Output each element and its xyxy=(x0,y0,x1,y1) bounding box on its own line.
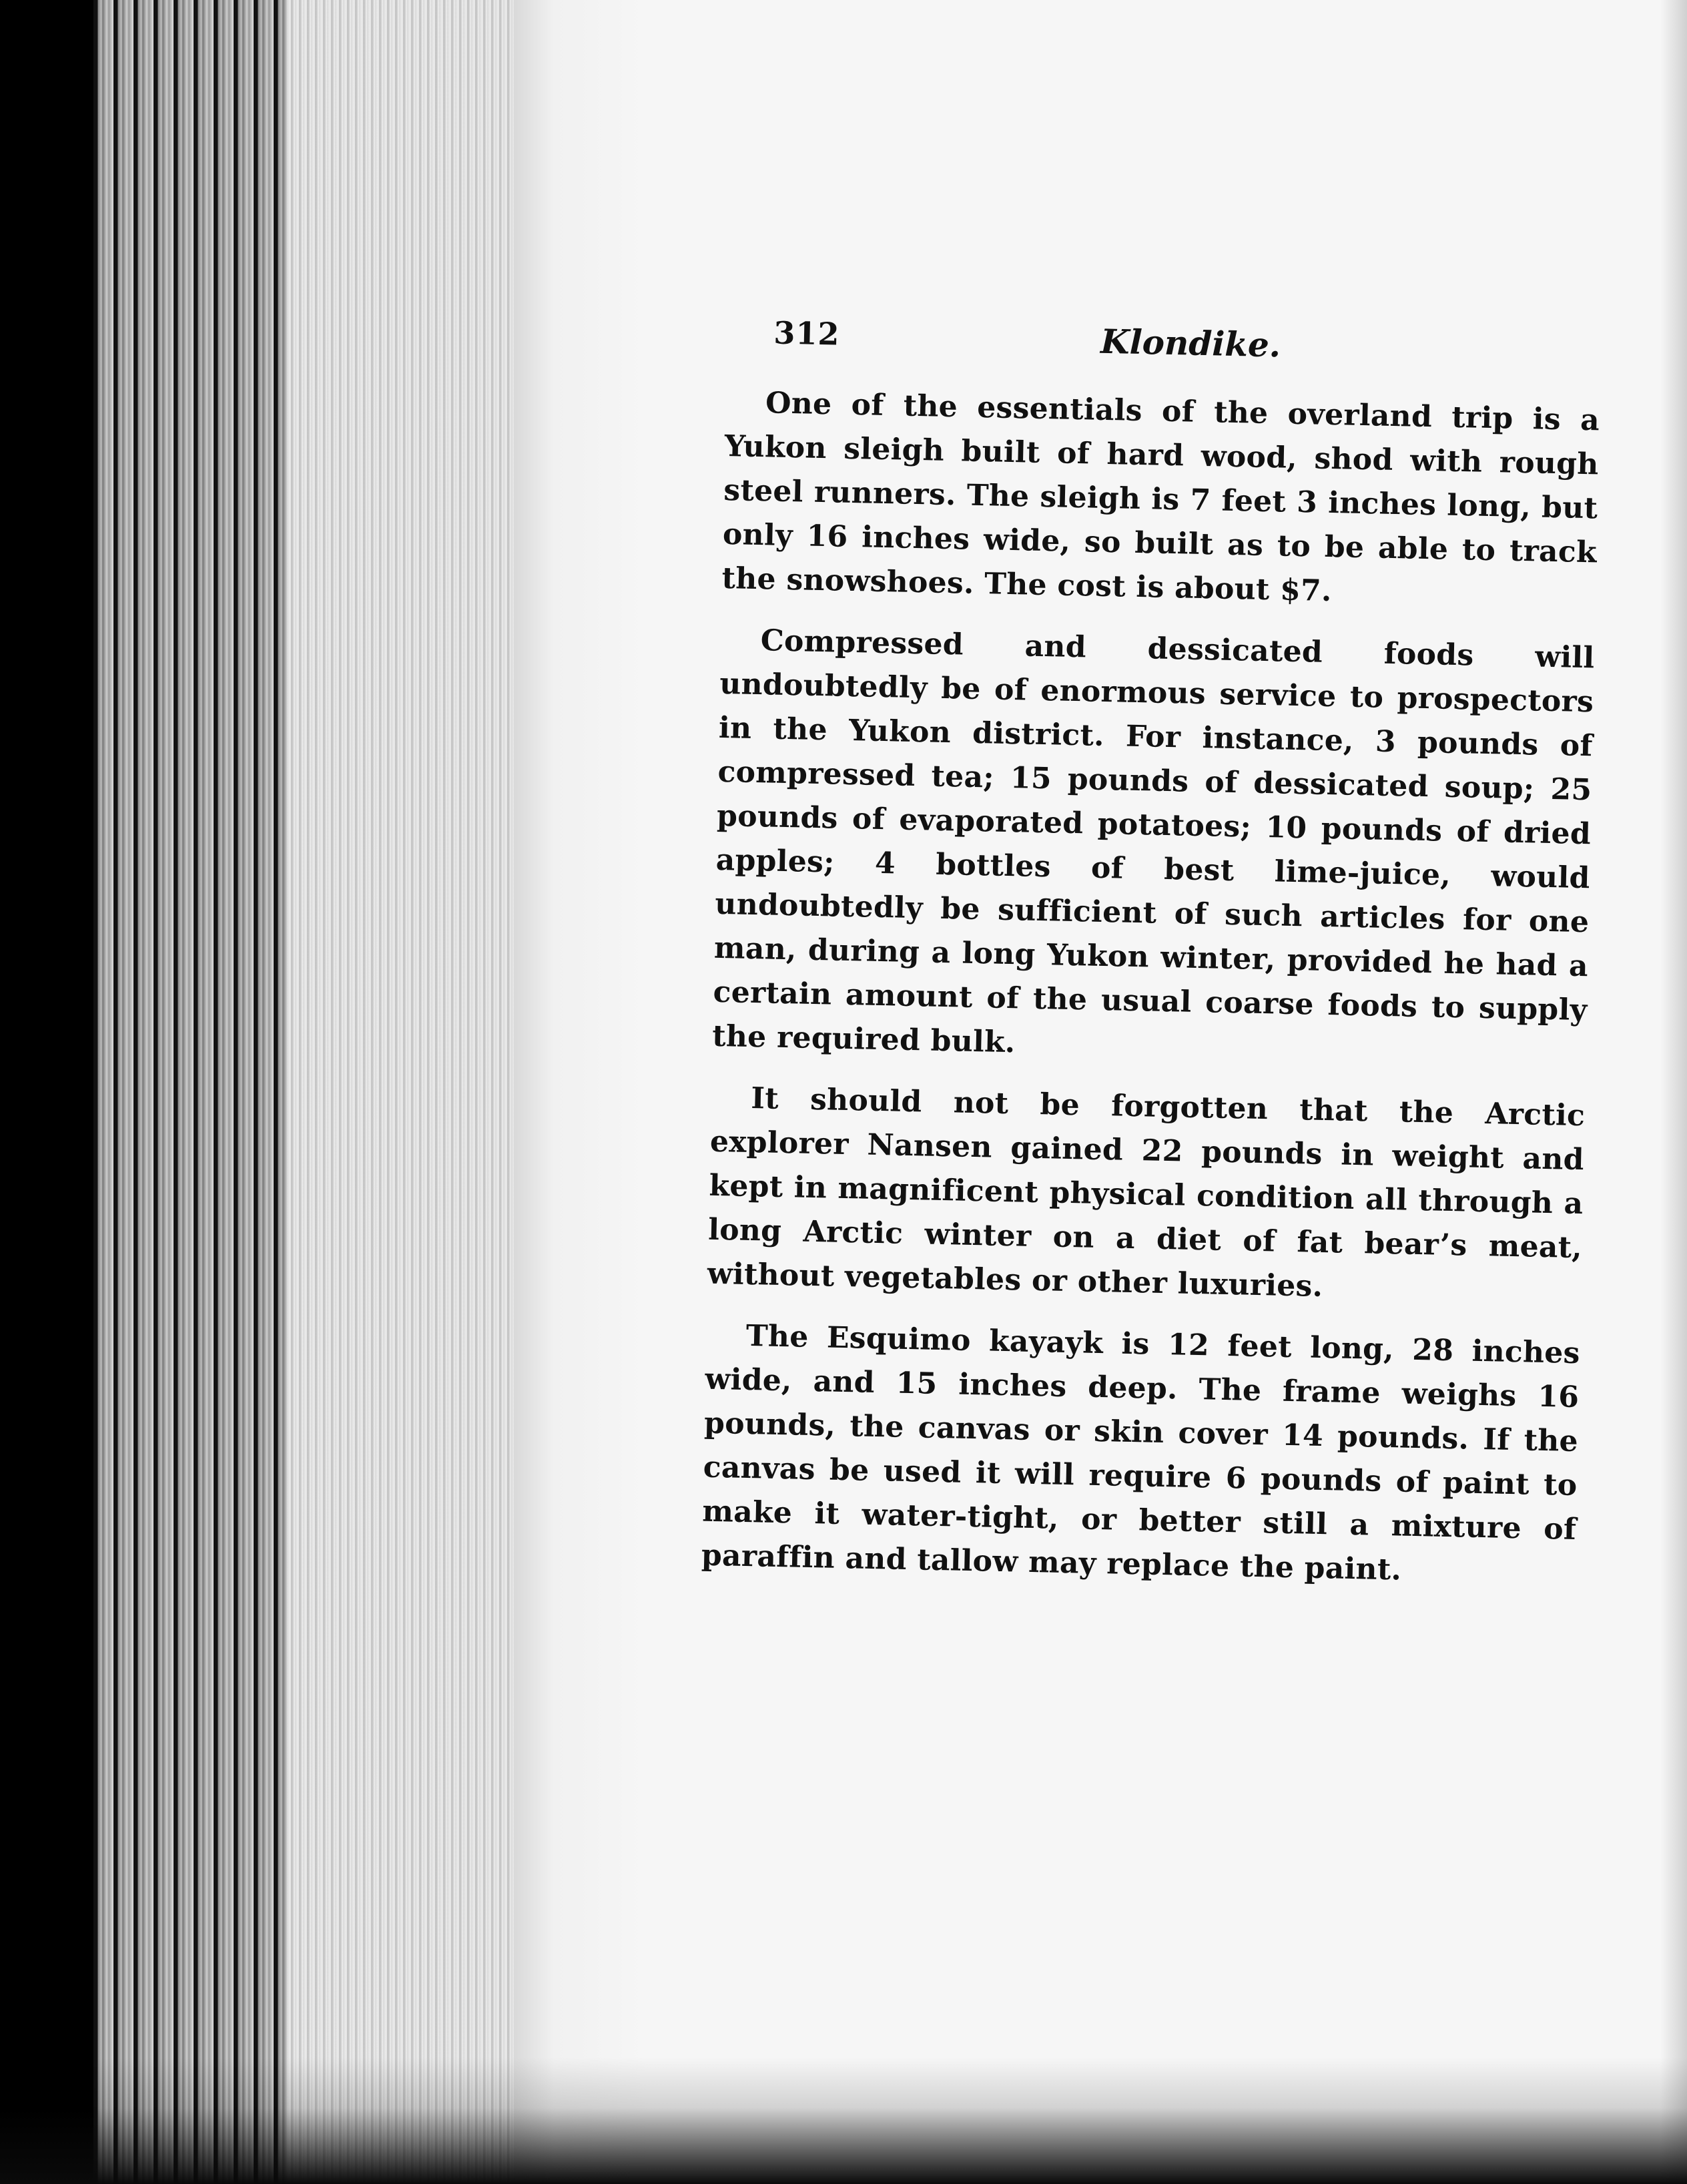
page-text-block xyxy=(701,314,1602,1613)
page-number: 312 xyxy=(773,314,840,352)
paragraph-kayak: The Esquimo kayayk is 12 feet long, 28 inches wide, and 15 inches deep. The frame weighs 16 pounds, the canvas or skin cover 14 pounds. If the canvas be used it will require 6 pounds of paint to make it water-tight, or better still a mixture of paraffin and tallow may replace the paint. xyxy=(701,1318,1581,1587)
paragraph-nansen: It should not be forgotten that the Arctic explorer Nansen gained 22 pounds in weight and kept in magnificent physical condition all through a long Arctic winter on a diet of fat bear’s meat, without vegetables or other luxuries. xyxy=(707,1081,1586,1304)
page-right-edge xyxy=(1660,0,1687,2184)
bottom-shadow xyxy=(0,2057,1687,2184)
page-edge-stack-light xyxy=(287,0,514,2184)
running-title: Klondike. xyxy=(1100,321,1281,365)
paragraph-sleigh: One of the essentials of the overland trip is a Yukon sleigh built of hard wood, shod with rough steel runners. The sleigh is 7 feet 3 inches long, but only 16 inches wide, so built as to be able to track the snowshoes. The cost is about $7. xyxy=(721,386,1600,609)
paragraph-foods: Compressed and dessicated foods will undoubtedly be of enormous service to prospectors in the Yukon district. For instance, 3 pounds of compressed tea; 15 pounds of dessicated soup; 25 pounds of evaporated potatoes; 10 pounds of dried apples; 4 bottles of best lime-juice, would undoubtedly be sufficient of such articles for one man, during a long Yukon winter, provided he had a certain amount of the usual coarse foods to supply the required bulk. xyxy=(711,623,1596,1060)
